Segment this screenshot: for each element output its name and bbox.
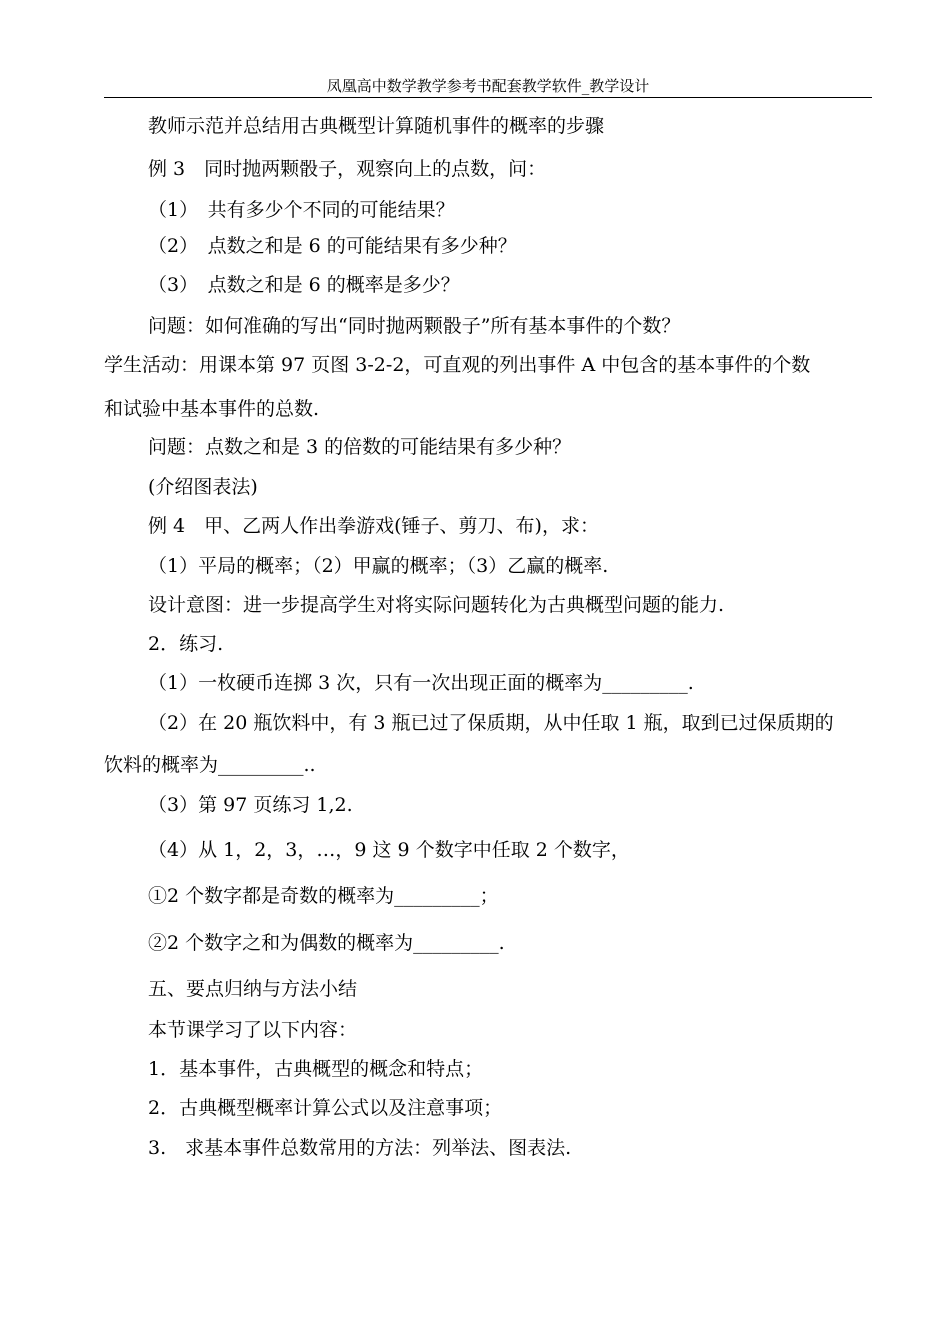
text-line-summary-2: 2．古典概型概率计算公式以及注意事项； xyxy=(148,1097,503,1119)
text-line-student-activity-cont: 和试验中基本事件的总数. xyxy=(104,398,320,420)
text-line-exercise-2-cont: 饮料的概率为_________.. xyxy=(104,754,316,776)
text-line-exercise-4-a: ①2 个数字都是奇数的概率为_________； xyxy=(148,885,499,907)
text-line-question-3: （3） 点数之和是 6 的概率是多少？ xyxy=(148,274,460,296)
header-divider xyxy=(104,97,872,98)
text-line-summary-intro: 本节课学习了以下内容： xyxy=(148,1019,358,1041)
text-line-problem-multiple: 问题：点数之和是 3 的倍数的可能结果有多少种？ xyxy=(148,436,572,458)
text-line-question-1: （1） 共有多少个不同的可能结果？ xyxy=(148,199,455,221)
text-line-exercise-4-b: ②2 个数字之和为偶数的概率为_________. xyxy=(148,932,505,954)
text-line-exercise-4: （4）从 1，2，3，…，9 这 9 个数字中任取 2 个数字， xyxy=(148,839,630,861)
text-line-exercise-1: （1）一枚硬币连掷 3 次，只有一次出现正面的概率为_________. xyxy=(148,672,694,694)
text-line-chart-method: (介绍图表法) xyxy=(148,476,258,498)
page-header: 凤凰高中数学教学参考书配套教学软件_教学设计 xyxy=(326,77,650,95)
text-line-exercise-heading: 2．练习. xyxy=(148,633,224,655)
text-line-problem-count: 问题：如何准确的写出“同时抛两颗骰子”所有基本事件的个数？ xyxy=(148,315,681,337)
text-line-question-2: （2） 点数之和是 6 的可能结果有多少种？ xyxy=(148,235,517,257)
text-line-example-4: 例 4 甲、乙两人作出拳游戏(锤子、剪刀、布)，求： xyxy=(148,515,599,537)
text-line-student-activity: 学生活动：用课本第 97 页图 3-2-2，可直观的列出事件 A 中包含的基本事件的个数 xyxy=(104,354,811,376)
text-line-exercise-3: （3）第 97 页练习 1,2. xyxy=(148,794,353,816)
text-line-exercise-2: （2）在 20 瓶饮料中，有 3 瓶已过了保质期，从中任取 1 瓶，取到已过保质期的 xyxy=(148,712,834,734)
text-line-example-3: 例 3 同时抛两颗骰子，观察向上的点数，问： xyxy=(148,158,547,180)
text-line-summary-steps: 教师示范并总结用古典概型计算随机事件的概率的步骤 xyxy=(148,115,605,137)
section-heading-summary: 五、要点归纳与方法小结 xyxy=(148,978,358,1000)
text-line-summary-1: 1．基本事件，古典概型的概念和特点； xyxy=(148,1058,484,1080)
text-line-design-intent: 设计意图：进一步提高学生对将实际问题转化为古典概型问题的能力. xyxy=(148,594,725,616)
text-line-summary-3: 3. 求基本事件总数常用的方法：列举法、图表法. xyxy=(148,1137,572,1159)
text-line-example-4-parts: （1）平局的概率；（2）甲赢的概率；（3）乙赢的概率. xyxy=(148,555,609,577)
